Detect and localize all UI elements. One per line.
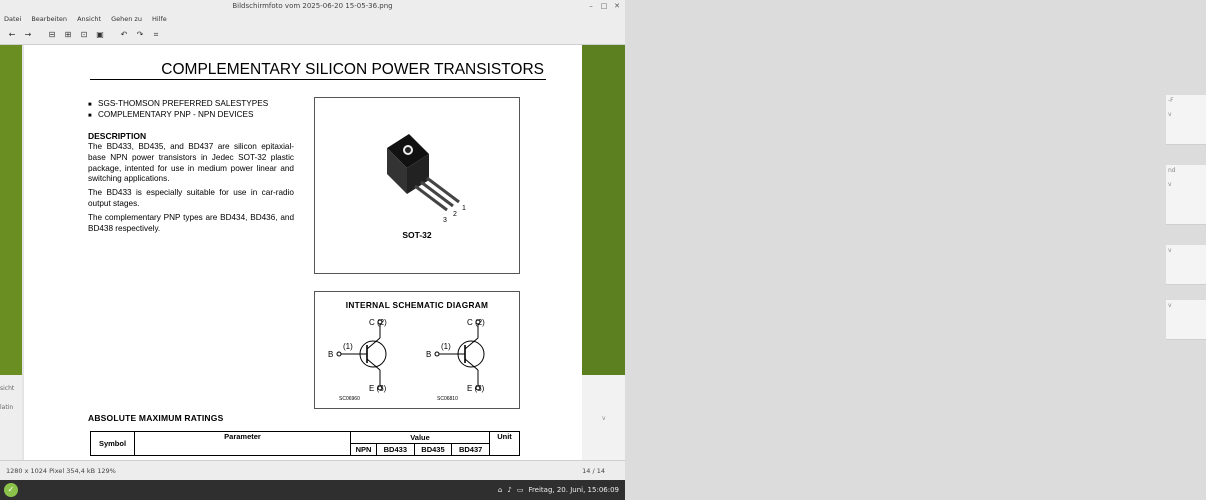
menu-datei[interactable]: Datei: [4, 15, 22, 23]
battery-icon[interactable]: ▭: [516, 486, 524, 494]
device-bd433: BD433: [377, 444, 415, 456]
emitter-label-left: E (3): [369, 384, 387, 393]
col-value: Value: [351, 432, 490, 444]
background-lower-right: v: [582, 375, 625, 460]
background-image-left: [0, 45, 22, 375]
code-right: SC06810: [437, 396, 458, 402]
window-title: Bildschirmfoto vom 2025-06-20 15-05-36.png: [232, 2, 393, 10]
sub-npn: NPN: [351, 444, 377, 456]
minimize-icon[interactable]: –: [589, 2, 593, 10]
start-menu-icon[interactable]: ✓: [4, 483, 18, 497]
image-viewer[interactable]: [0, 45, 1176, 460]
bg-card: v: [1166, 300, 1206, 340]
title-rule: [90, 79, 546, 80]
list-item: ■ COMPLEMENTARY PNP - NPN DEVICES: [88, 110, 254, 119]
system-tray: [498, 480, 619, 500]
page-counter: 14 / 14: [582, 467, 605, 475]
clock[interactable]: Freitag, 20. Juni, 15:06:09: [528, 486, 619, 494]
datasheet-page: [24, 45, 582, 460]
crop-icon[interactable]: ⌗: [153, 29, 159, 39]
menu-ansicht[interactable]: Ansicht: [77, 15, 102, 23]
volume-icon[interactable]: ♪: [507, 486, 512, 494]
description-text: The BD433, BD435, and BD437 are silicon epitaxial-base NPN power transistors in Jedec SOT-32 plastic package, intented for use in medium power linear and switching applications. The BD433 is especially suitable for use in car-radio output stages. The complementary PNP types are BD434, BD436, and BD438 respectively.: [88, 142, 294, 233]
sot32-package-illustration: [367, 128, 477, 223]
pin-3-label: 3: [443, 217, 447, 224]
window-titlebar: [0, 0, 625, 13]
col-symbol: Symbol: [91, 432, 135, 456]
zoom-fit-icon[interactable]: ⊡: [80, 29, 88, 39]
network-icon[interactable]: ⌂: [497, 486, 503, 494]
base-num-left: (1): [343, 342, 353, 351]
close-icon[interactable]: ✕: [614, 2, 620, 10]
menu-bearbeiten[interactable]: Bearbeiten: [31, 15, 68, 23]
background-lower-left: sicht latin: [0, 375, 22, 460]
pin-1-label: 1: [462, 205, 466, 212]
back-icon[interactable]: ←: [8, 29, 16, 39]
image-info: 1280 x 1024 Pixel 354,4 kB 129%: [6, 467, 116, 475]
zoom-out-icon[interactable]: ⊟: [48, 29, 56, 39]
page-title: COMPLEMENTARY SILICON POWER TRANSISTORS: [161, 61, 544, 78]
statusbar: [0, 460, 625, 480]
rotate-left-icon[interactable]: ↶: [120, 29, 128, 39]
base-label-right: B: [426, 350, 432, 359]
zoom-original-icon[interactable]: ▣: [96, 29, 104, 39]
feature-list: [88, 99, 268, 121]
zoom-in-icon[interactable]: ⊞: [64, 29, 72, 39]
schematic-diagram: [325, 314, 511, 406]
menu-hilfe[interactable]: Hilfe: [151, 15, 167, 23]
package-figure: [314, 97, 520, 274]
list-item: ■ SGS-THOMSON PREFERRED SALESTYPES: [88, 99, 269, 108]
bg-card: nd v: [1166, 165, 1206, 225]
bg-card: -F v: [1166, 95, 1206, 145]
collector-label-right: C (2): [467, 318, 485, 327]
device-bd437: BD437: [452, 444, 490, 456]
forward-icon[interactable]: →: [24, 29, 32, 39]
code-left: SC06960: [339, 396, 360, 402]
schematic-figure: [314, 291, 520, 409]
rotate-right-icon[interactable]: ↷: [136, 29, 144, 39]
package-label: SOT-32: [402, 230, 432, 240]
schematic-title: INTERNAL SCHEMATIC DIAGRAM: [345, 300, 489, 310]
ratings-table: [90, 431, 520, 456]
taskbar: [0, 480, 625, 500]
menubar: [0, 13, 625, 25]
bg-card: v: [1166, 245, 1206, 285]
base-label-left: B: [328, 350, 334, 359]
collector-label-left: C (2): [369, 318, 387, 327]
background-image-right: [582, 45, 1176, 375]
ratings-heading: ABSOLUTE MAXIMUM RATINGS: [88, 413, 224, 423]
base-num-right: (1): [441, 342, 451, 351]
maximize-icon[interactable]: □: [600, 2, 608, 10]
toolbar: [0, 25, 625, 45]
emitter-label-right: E (3): [467, 384, 485, 393]
menu-gehen-zu[interactable]: Gehen zu: [111, 15, 142, 23]
description-heading: DESCRIPTION: [88, 131, 147, 141]
col-unit: Unit: [490, 432, 520, 456]
pin-2-label: 2: [453, 211, 457, 218]
col-parameter: Parameter: [135, 432, 351, 456]
device-bd435: BD435: [414, 444, 452, 456]
